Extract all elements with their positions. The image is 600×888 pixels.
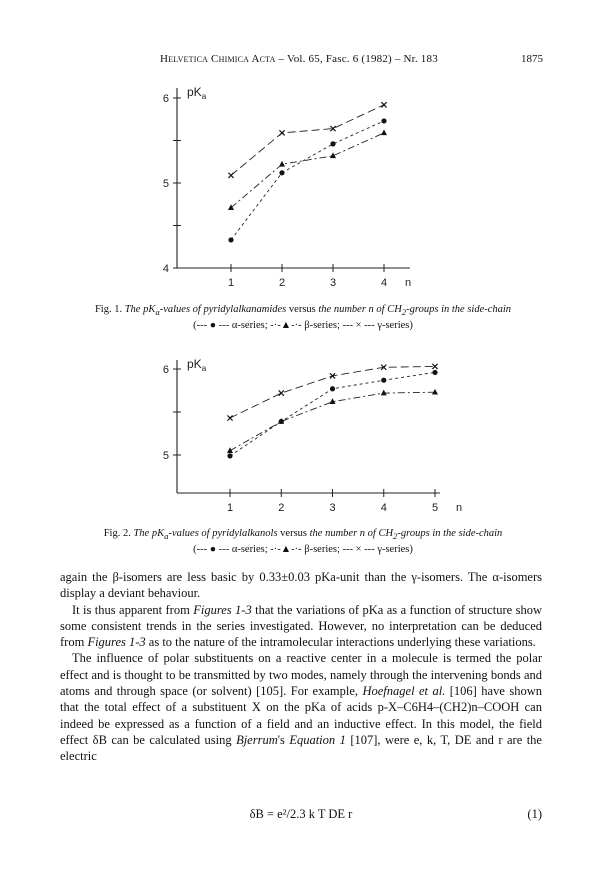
text-run: [106] have shown that the total effect of a substituent X on the pKa of acids (60, 684, 542, 715)
figure-reference: Figures 1-3 (193, 602, 252, 617)
equation-number: (1) (527, 807, 542, 821)
data-point-triangle (432, 389, 438, 395)
x-tick-label: 2 (278, 502, 285, 514)
paragraph-2 (60, 602, 542, 651)
caption-title-end: the number n of CH (318, 304, 402, 315)
journal-title (160, 53, 438, 65)
series-line (230, 372, 435, 456)
caption-sub-2: 2 (393, 531, 398, 542)
series-line (231, 133, 384, 208)
caption-versus: versus (286, 304, 319, 315)
author-reference: Bjerrum (236, 732, 278, 747)
y-tick-label: 5 (162, 178, 169, 190)
figure-2-chart (0, 350, 600, 530)
series-line (231, 105, 384, 176)
text-run: 's (277, 732, 290, 747)
series-line (230, 366, 435, 418)
y-axis-label (187, 85, 207, 101)
figure-1-chart (0, 75, 600, 305)
x-axis-letter: n (404, 277, 412, 289)
data-point-circle (381, 118, 386, 123)
y-tick-label: 5 (162, 450, 169, 462)
x-tick-label: 1 (227, 277, 235, 289)
figure-2-caption (58, 527, 548, 556)
caption-sub-2: 2 (401, 307, 407, 318)
caption-versus: versus (277, 528, 310, 539)
caption-title-rest: -values of pyridylalkanols (168, 528, 278, 539)
caption-sub: a (164, 531, 169, 542)
y-axis-label-main: pK (187, 85, 202, 99)
text-run: [107], were e, k, T, DE and r are the electric (60, 732, 542, 764)
y-tick-label: 4 (162, 263, 169, 275)
x-tick-label: 3 (329, 277, 337, 289)
author-reference: Hoefnagel et al. (362, 684, 446, 699)
x-tick-label: 2 (278, 277, 286, 289)
caption-title-end-rest: -groups in the side-chain (397, 528, 503, 539)
figure-reference: Figures 1-3 (87, 635, 146, 650)
data-point-cross (228, 173, 233, 178)
data-point-circle (330, 386, 335, 391)
data-point-circle (227, 453, 232, 458)
figure-1-legend: (--- ● --- α-series; -·-▲-·- β-series; --- × --- γ-series) (193, 320, 413, 332)
x-tick-label: 5 (431, 502, 439, 514)
y-axis-label (187, 357, 207, 373)
page-number: 1875 (521, 53, 543, 65)
text-run: as to the nature of the intramolecular interactions underlying these variations. (145, 635, 536, 650)
data-point-circle (228, 237, 233, 242)
caption-prefix: Fig. 2. (103, 528, 134, 539)
data-point-triangle (381, 129, 387, 135)
data-point-circle (432, 370, 437, 375)
data-point-triangle (381, 390, 387, 396)
text-run: that the variations of pKa as a function of structure show some consistent trends in the series investigated. However, no interpretation can be deduced from (60, 602, 542, 650)
data-point-cross (381, 102, 386, 107)
y-tick-label: 6 (162, 364, 169, 376)
figure-1-caption (58, 303, 548, 332)
page-header (0, 53, 600, 69)
equation-text: δB = e²/2.3 k T DE r (249, 807, 353, 821)
caption-title-end: the number n of CH (309, 528, 394, 539)
body-text (60, 569, 542, 765)
y-axis-label-sub: a (201, 92, 207, 101)
figure-2-legend: (--- ● --- α-series; -·-▲-·- β-series; --- × --- γ-series) (193, 544, 413, 556)
caption-sub: a (155, 307, 160, 318)
text-run: can indeed be expressed as a function of a field and an inductive effect. In this model, the field effect δB can be calculated using (60, 700, 542, 747)
caption-title: The pK (133, 528, 165, 539)
caption-title-rest: -values of pyridylalkanamides (159, 304, 287, 315)
x-tick-label: 1 (226, 502, 234, 514)
formula: p-X–C6H4–(CH2)n–COOH (377, 700, 520, 715)
y-axis-label-main: pK (187, 357, 202, 371)
equation-1 (60, 807, 542, 825)
data-point-triangle (228, 204, 234, 210)
text-run: The influence of polar substituents on a reactive center in a molecule is termed the polar effect and is thought to be transmitted by two modes, namely through the intervening bonds and atoms and through space (or solvent) [105]. For example, (60, 651, 542, 699)
data-point-cross (279, 390, 284, 395)
text-run: It is thus apparent from (72, 602, 194, 617)
x-axis-letter: n (455, 502, 463, 514)
data-point-circle (279, 170, 284, 175)
equation-reference: Equation 1 (289, 732, 346, 747)
y-axis-label-sub: a (201, 364, 207, 373)
x-tick-label: 4 (380, 277, 388, 289)
caption-prefix: Fig. 1. (94, 304, 125, 315)
data-point-cross (432, 364, 437, 369)
data-point-triangle (227, 447, 233, 453)
data-point-circle (330, 141, 335, 146)
caption-title-end-rest: -groups in the side-chain (406, 304, 512, 315)
journal-name: Helvetica Chimica Acta (160, 53, 276, 65)
paragraph-1: again the β-isomers are less basic by 0.33±0.03 pKa-unit than the γ-isomers. The α-isomers display a deviant behaviour. (60, 570, 542, 601)
y-tick-label: 6 (162, 93, 169, 105)
x-tick-label: 4 (380, 502, 387, 514)
x-tick-label: 3 (329, 502, 336, 514)
data-point-triangle (279, 161, 285, 167)
data-point-cross (227, 415, 232, 420)
paragraph-3 (60, 650, 542, 764)
data-point-cross (279, 130, 284, 135)
caption-title: The pK (124, 304, 156, 315)
series-line (231, 121, 384, 240)
journal-volume: – Vol. 65, Fasc. 6 (1982) – Nr. 183 (275, 53, 438, 65)
data-point-circle (381, 378, 386, 383)
